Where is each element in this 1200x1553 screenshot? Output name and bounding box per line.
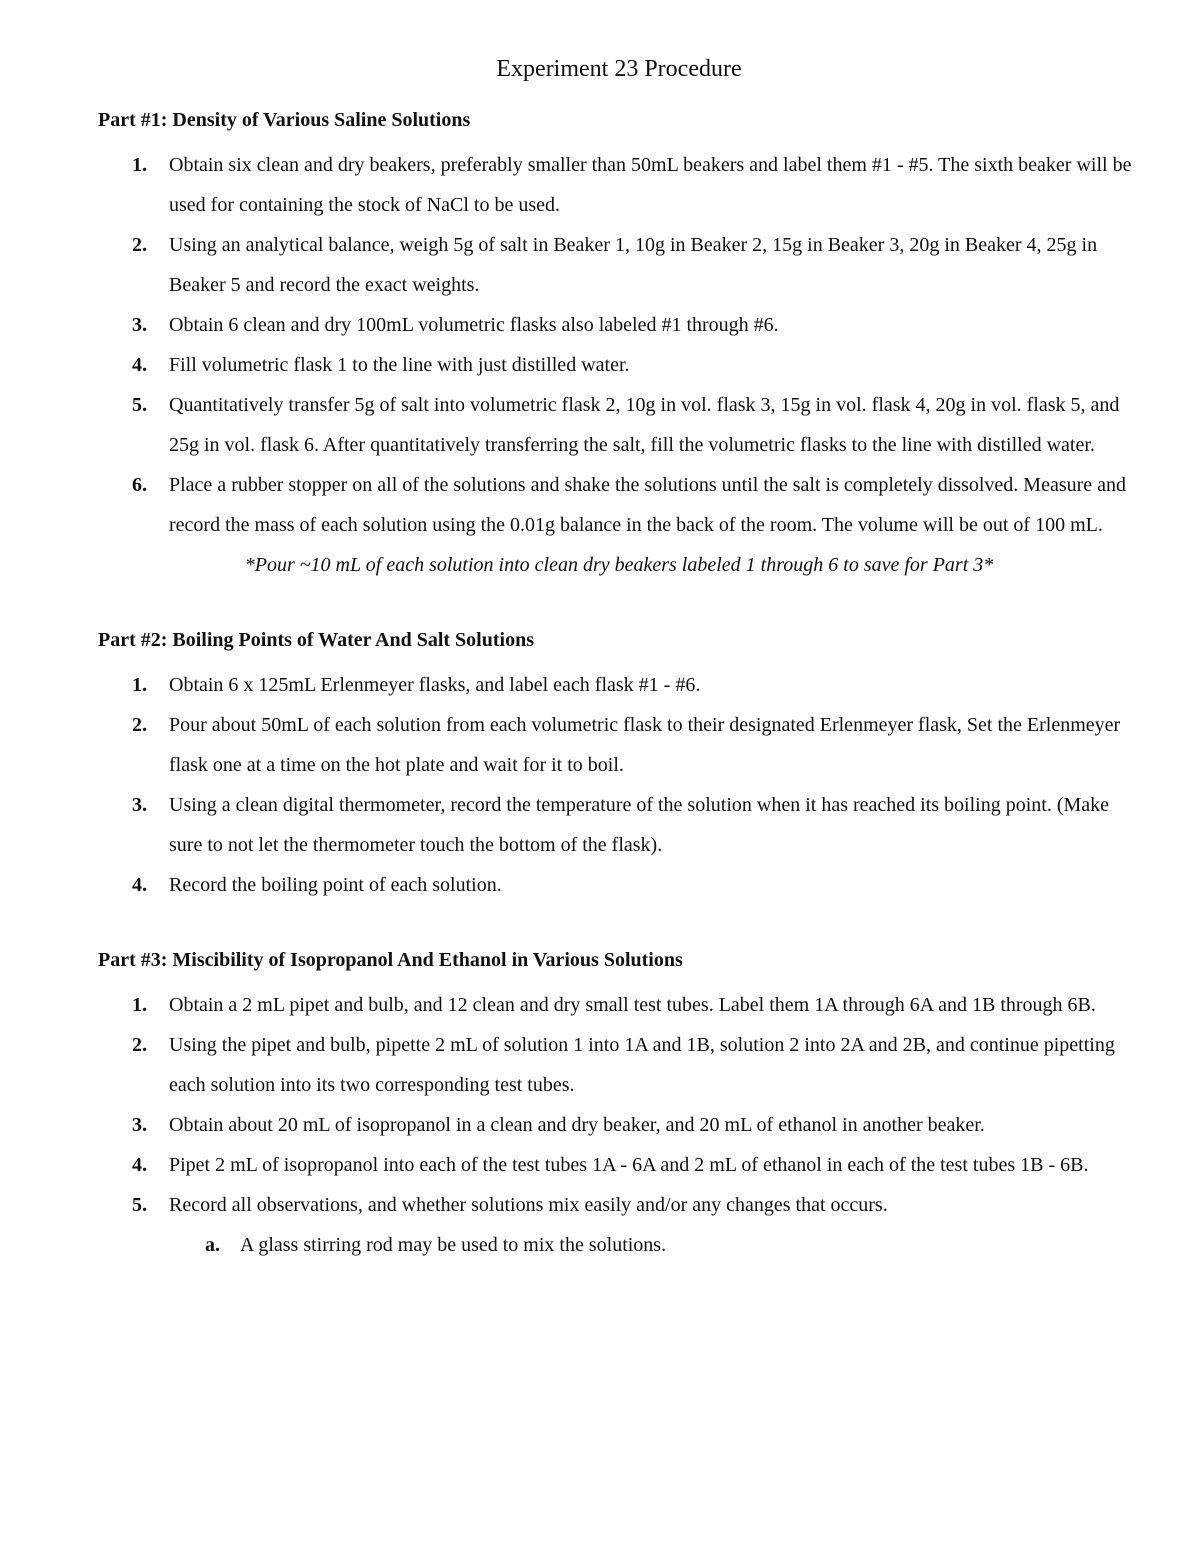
- step-text: Using the pipet and bulb, pipette 2 mL of solution 1 into 1A and 1B, solution 2 into 2A and 2B, and continue pipetting each solution into its two corresponding test tubes.: [169, 1034, 1115, 1096]
- part-1-steps: [98, 145, 1140, 545]
- step-number: 4.: [132, 1154, 147, 1176]
- list-item: [98, 225, 1140, 305]
- step-number: 3.: [132, 314, 147, 336]
- list-item: [98, 305, 1140, 345]
- step-text: Obtain a 2 mL pipet and bulb, and 12 clean and dry small test tubes. Label them 1A through 6A and 1B through 6B.: [169, 994, 1096, 1016]
- document-title: Experiment 23 Procedure: [496, 56, 742, 82]
- part-2-heading: Part #2: Boiling Points of Water And Salt Solutions: [98, 629, 534, 651]
- step-text: Using a clean digital thermometer, record the temperature of the solution when it has reached its boiling point. (Make sure to not let the thermometer touch the bottom of the flask).: [169, 794, 1110, 856]
- step-text: Pour about 50mL of each solution from each volumetric flask to their designated Erlenmeyer flask, Set the Erlenmeyer flask one at a time on the hot plate and wait for it to boil.: [169, 714, 1121, 776]
- step-number: 6.: [132, 474, 147, 496]
- list-item: [98, 1185, 1140, 1265]
- step-number: 1.: [132, 154, 147, 176]
- step-text: Obtain 6 clean and dry 100mL volumetric flasks also labeled #1 through #6.: [169, 314, 779, 336]
- step-number: 1.: [132, 994, 147, 1016]
- step-number: 5.: [132, 394, 147, 416]
- step-text: Record the boiling point of each solution.: [169, 874, 502, 896]
- step-text: Obtain about 20 mL of isopropanol in a clean and dry beaker, and 20 mL of ethanol in another beaker.: [169, 1114, 985, 1136]
- part-1-note: *Pour ~10 mL of each solution into clean dry beakers labeled 1 through 6 to save for Part 3*: [244, 554, 994, 576]
- step-text: Obtain six clean and dry beakers, preferably smaller than 50mL beakers and label them #1 - #5. The sixth beaker will be used for containing the stock of NaCl to be used.: [169, 154, 1132, 216]
- step-number: 3.: [132, 794, 147, 816]
- list-item: [98, 985, 1140, 1025]
- list-item: [98, 345, 1140, 385]
- part-1-heading: Part #1: Density of Various Saline Solutions: [98, 109, 471, 131]
- step-number: 2.: [132, 714, 147, 736]
- part-3-heading: Part #3: Miscibility of Isopropanol And Ethanol in Various Solutions: [98, 949, 683, 971]
- step-text: Place a rubber stopper on all of the solutions and shake the solutions until the salt is completely dissolved. Measure and record the mass of each solution using the 0.01g balance in the back of the room. The volume will be out of 100 mL.: [169, 474, 1127, 536]
- list-item: [98, 785, 1140, 865]
- step-text: Using an analytical balance, weigh 5g of salt in Beaker 1, 10g in Beaker 2, 15g in Beaker 3, 20g in Beaker 4, 25g in Beaker 5 and record the exact weights.: [169, 234, 1098, 296]
- step-number: 1.: [132, 674, 147, 696]
- list-item: [98, 385, 1140, 465]
- part-2-steps: [98, 665, 1140, 905]
- list-item: [98, 465, 1140, 545]
- step-text: Obtain 6 x 125mL Erlenmeyer flasks, and label each flask #1 - #6.: [169, 674, 701, 696]
- sub-step-text: A glass stirring rod may be used to mix the solutions.: [240, 1234, 667, 1256]
- step-text: Record all observations, and whether solutions mix easily and/or any changes that occurs.: [169, 1194, 888, 1216]
- step-number: 5.: [132, 1194, 147, 1216]
- list-item: [98, 1145, 1140, 1185]
- part-2-section: [98, 625, 1140, 905]
- list-item: [98, 705, 1140, 785]
- part-1-section: [98, 105, 1140, 585]
- step-text: Pipet 2 mL of isopropanol into each of the test tubes 1A - 6A and 2 mL of ethanol in each of the test tubes 1B - 6B.: [169, 1154, 1089, 1176]
- step-number: 2.: [132, 234, 147, 256]
- step-number: 2.: [132, 1034, 147, 1056]
- list-item: [98, 865, 1140, 905]
- sub-step-letter: a.: [205, 1234, 220, 1256]
- step-number: 3.: [132, 1114, 147, 1136]
- part-3-steps: [98, 985, 1140, 1265]
- sub-steps: [169, 1225, 1140, 1265]
- step-text: Fill volumetric flask 1 to the line with just distilled water.: [169, 354, 630, 376]
- list-item: [98, 1105, 1140, 1145]
- step-number: 4.: [132, 874, 147, 896]
- list-item: [98, 665, 1140, 705]
- sub-list-item: [169, 1225, 1140, 1265]
- list-item: [98, 1025, 1140, 1105]
- list-item: [98, 145, 1140, 225]
- part-3-section: [98, 945, 1140, 1265]
- step-number: 4.: [132, 354, 147, 376]
- step-text: Quantitatively transfer 5g of salt into volumetric flask 2, 10g in vol. flask 3, 15g in vol. flask 4, 20g in vol. flask 5, and 25g in vol. flask 6. After quantitatively transferring the salt, fill the volumetric flasks to the line with distilled water.: [169, 394, 1120, 456]
